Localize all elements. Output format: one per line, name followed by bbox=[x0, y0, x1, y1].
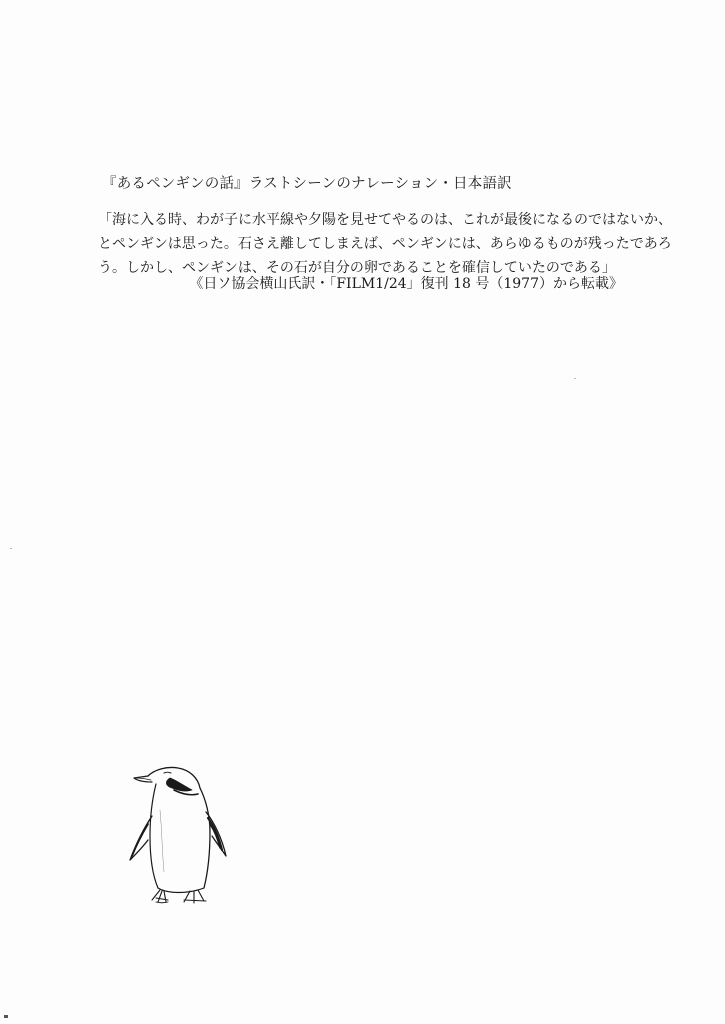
paper-speck bbox=[4, 1015, 8, 1018]
quote-line: う。しかし、ペンギンは、その石が自分の卵であることを確信していたのである」 bbox=[98, 260, 616, 276]
quote-line: とペンギンは思った。石さえ離してしまえば、ペンギンには、あらゆるものが残ったであろ bbox=[98, 236, 672, 252]
paper-speck bbox=[574, 378, 576, 379]
document-heading: 『あるペンギンの話』ラストシーンのナレーション・日本語訳 bbox=[102, 176, 512, 192]
paper-speck bbox=[10, 548, 12, 549]
quote-line: 「海に入る時、わが子に水平線や夕陽を見せてやるのは、これが最後になるのではないか、 bbox=[98, 212, 672, 228]
narration-quote bbox=[98, 208, 672, 280]
penguin-illustration bbox=[126, 760, 236, 912]
source-citation: 《日ソ協会横山氏訳・「FILM1/24」復刊 18 号（1977）から転載》 bbox=[189, 276, 623, 292]
